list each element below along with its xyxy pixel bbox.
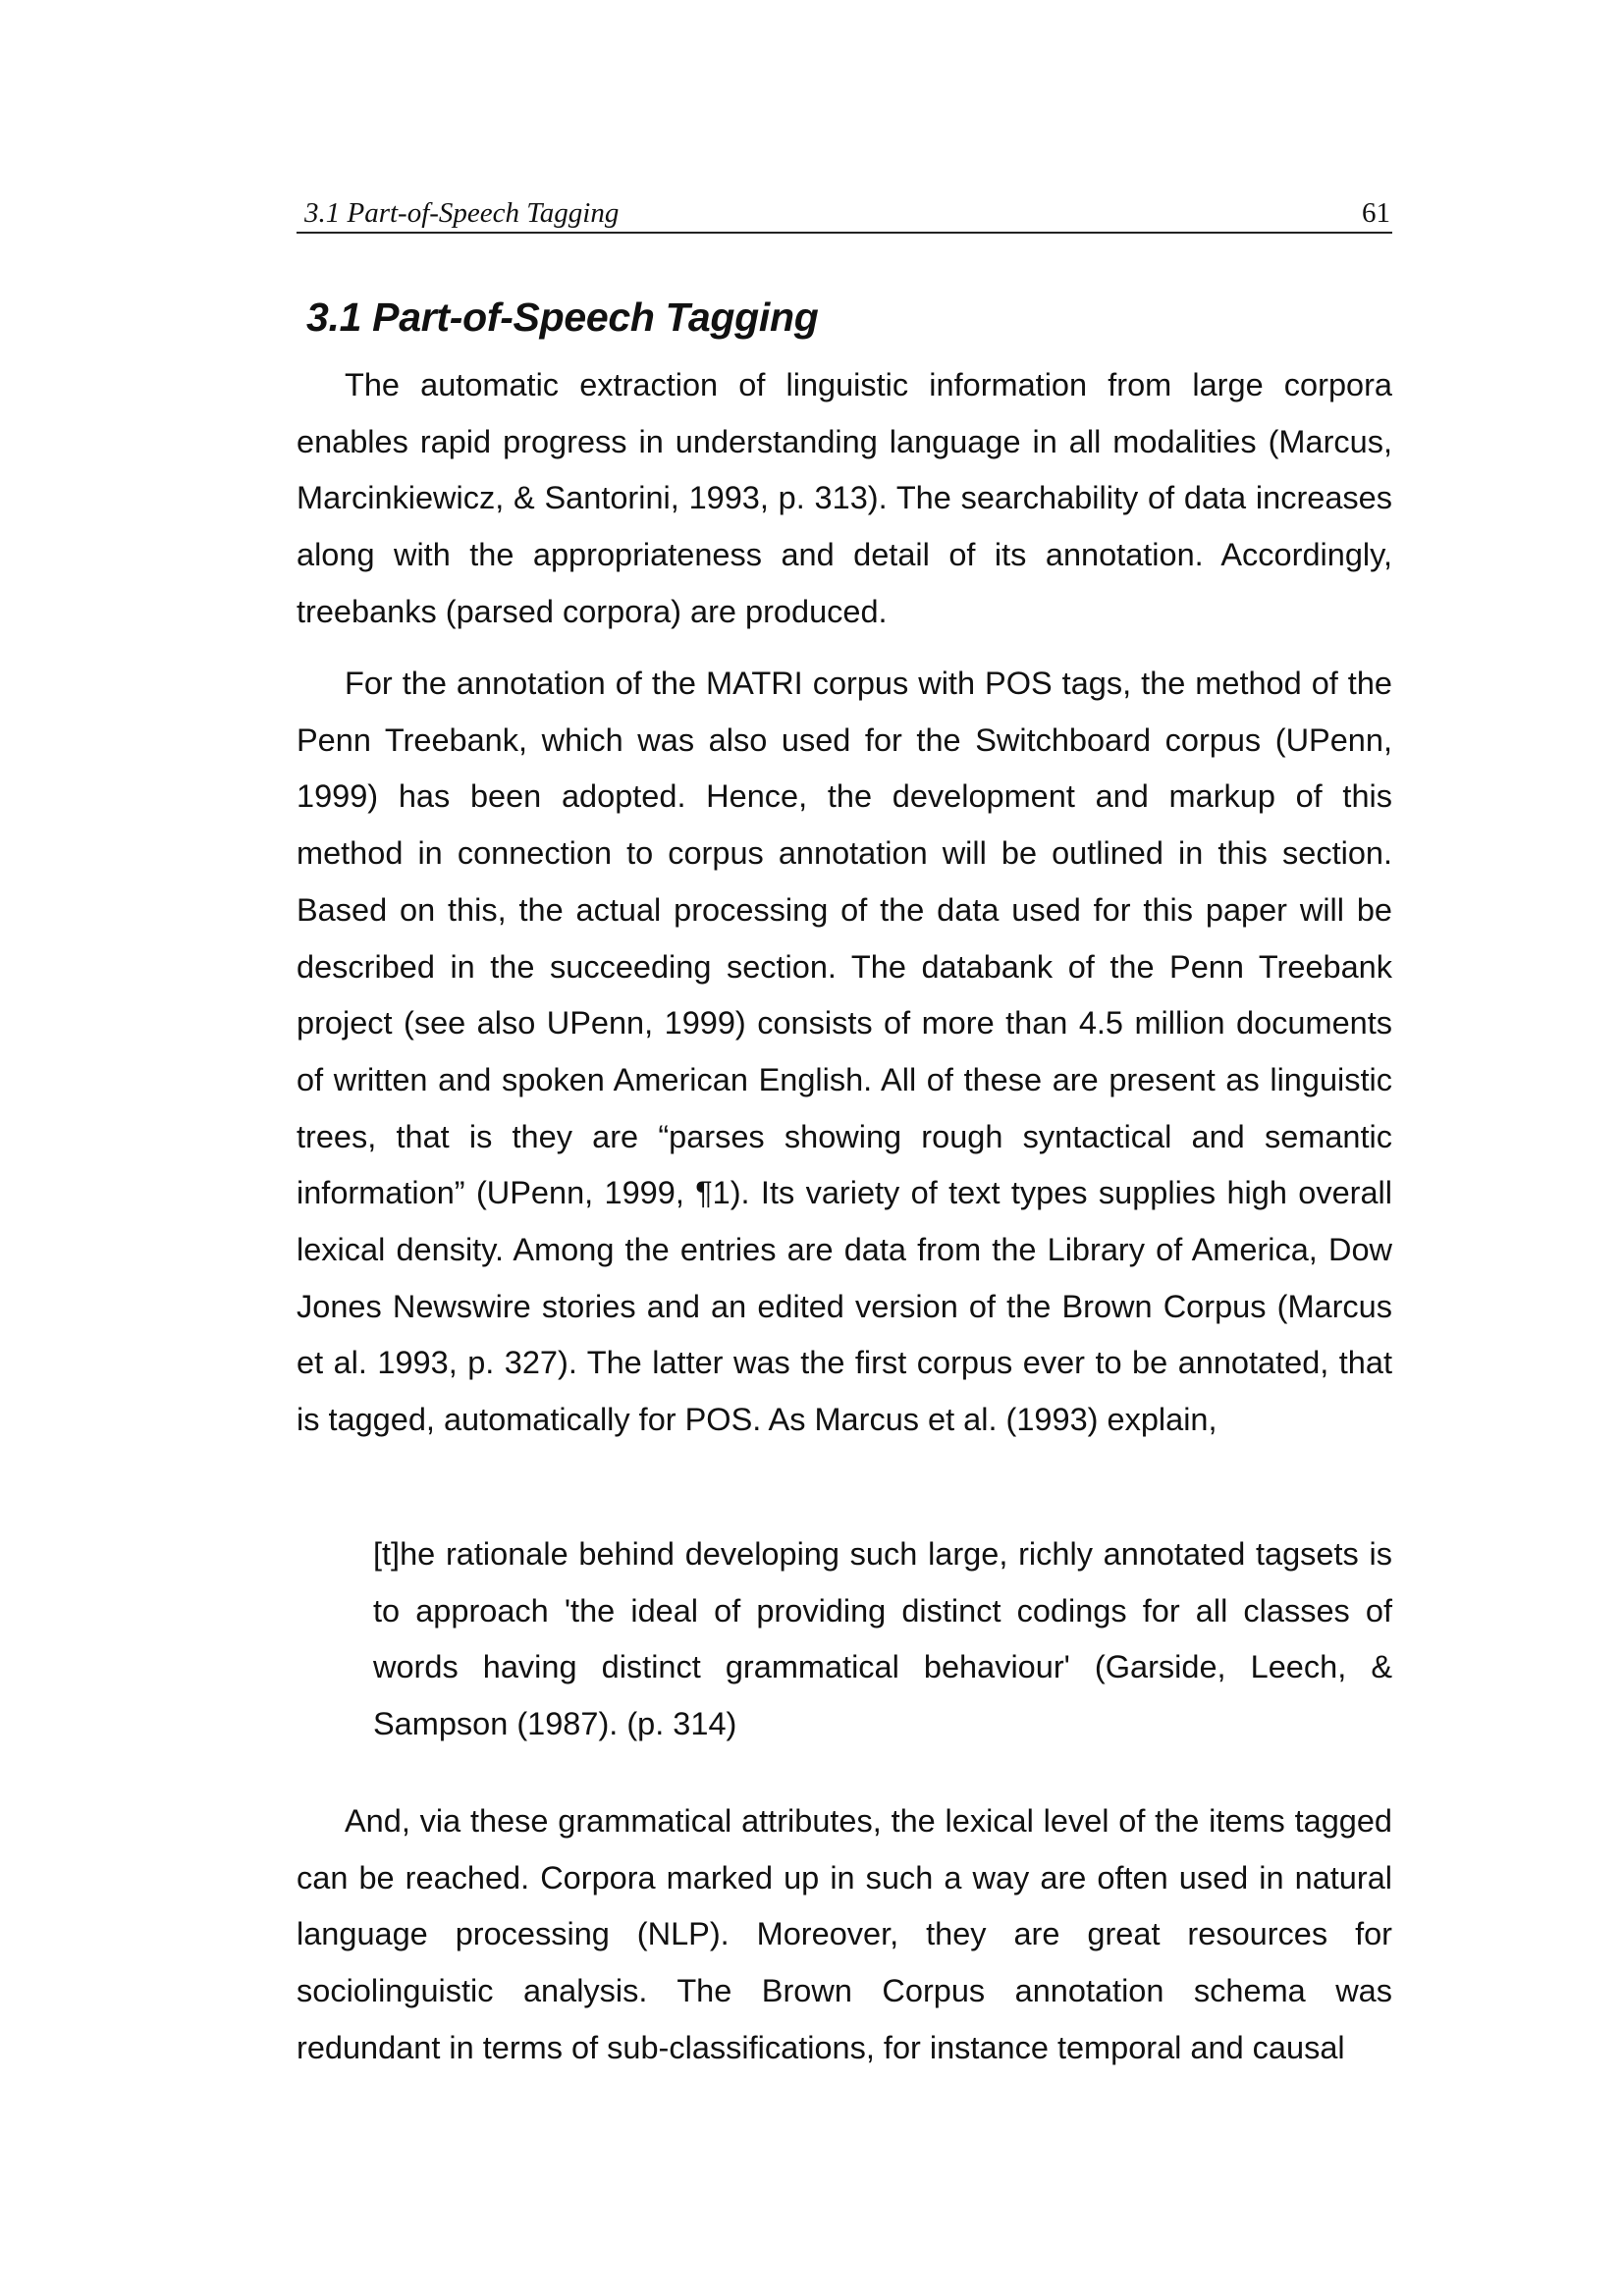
body-paragraph: For the annotation of the MATRI corpus with POS tags, the method of the Penn Treebank, which was also used for the Switchboard corpus (UPenn, 1999) has been adopted. Hence, the development and markup of this method in connection to corpus annotation will be outlined in this section. Based on this, the actual processing of the data used for this paper will be described in the succeeding section. The databank of the Penn Treebank project (see also UPenn, 1999) consists of more than 4.5 million documents of written and spoken American English. All of these are present as linguistic trees, that is they are “parses showing rough syntactical and semantic information” (UPenn, 1999, ¶1). Its variety of text types supplies high overall lexical density. Among the entries are data from the Library of America, Dow Jones Newswire stories and an edited version of the Brown Corpus (Marcus et al. 1993, p. 327). The latter was the first corpus ever to be annotated, that is tagged, automatically for POS. As Marcus et al. (1993) explain,: [297, 666, 1392, 1438]
body-paragraph: The automatic extraction of linguistic information from large corpora enables rapid progress in understanding language in all modalities (Marcus, Marcinkiewicz, & Santorini, 1993, p. 313). The searchability of data increases along with the appropriateness and detail of its annotation. Accordingly, treebanks (parsed corpora) are produced.: [297, 367, 1392, 629]
running-header-title: 3.1 Part-of-Speech Tagging: [304, 197, 620, 229]
section-heading: 3.1 Part-of-Speech Tagging: [306, 294, 819, 340]
running-header: [297, 192, 1392, 234]
block-quotation: [t]he rationale behind developing such large, richly annotated tagsets is to approach 'the ideal of providing distinct codings for all classes of words having distinct grammatical behaviour' (Garside, Leech, & Sampson (1987). (p. 314): [373, 1536, 1392, 1742]
body-paragraph: And, via these grammatical attributes, the lexical level of the items tagged can be reached. Corpora marked up in such a way are often used in natural language processing (NLP). Moreover, they are great resources for sociolinguistic analysis. The Brown Corpus annotation schema was redundant in terms of sub-classifications, for instance temporal and causal: [297, 1803, 1392, 2065]
page-number: 61: [1362, 197, 1390, 229]
